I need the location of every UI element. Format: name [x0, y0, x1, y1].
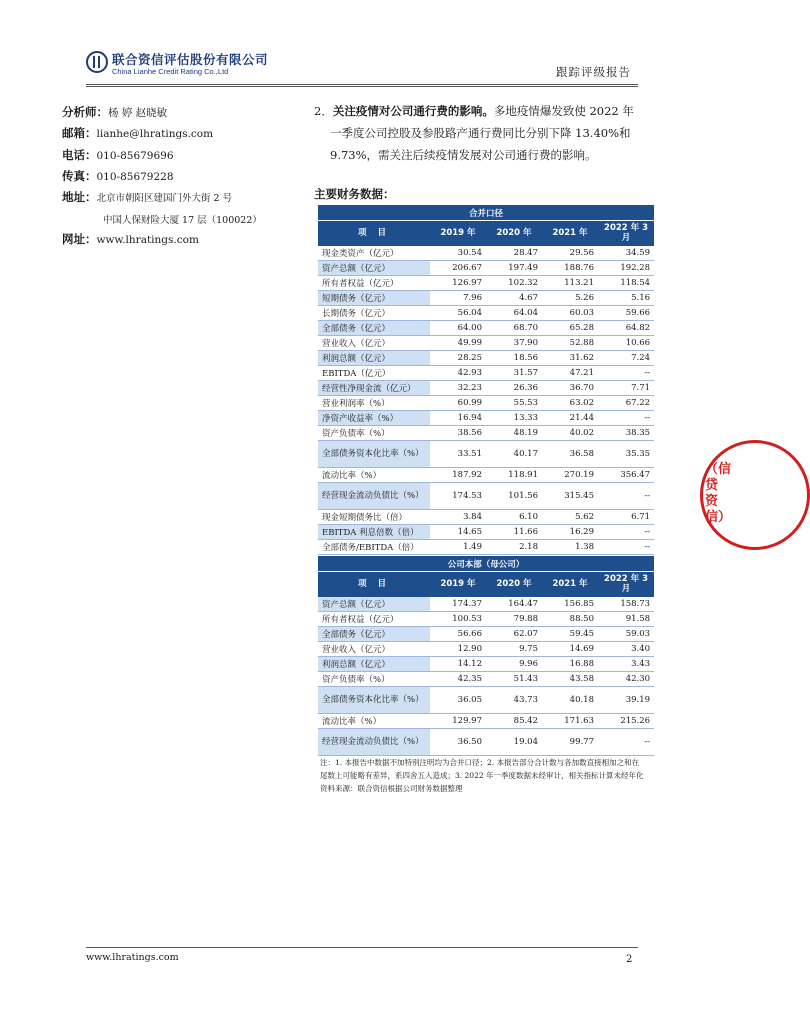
row-label: 资产负债率（%） [318, 672, 430, 687]
row-value: 64.04 [486, 306, 542, 321]
row-value: 14.12 [430, 657, 486, 672]
row-value: 5.62 [542, 510, 598, 525]
row-value: 101.56 [486, 483, 542, 510]
row-value: 192.28 [598, 261, 654, 276]
table-row [318, 597, 654, 612]
row-value: 31.62 [542, 351, 598, 366]
row-label: 长期债务（亿元） [318, 306, 430, 321]
row-value: 126.97 [430, 276, 486, 291]
row-value: 4.67 [486, 291, 542, 306]
row-value: 3.84 [430, 510, 486, 525]
row-value: 14.65 [430, 525, 486, 540]
notes-line1: 注：1. 本报告中数据不加特别注明均为合并口径；2. 本报告部分合计数与各加数直接相加之和在 [320, 758, 640, 767]
row-label: 现金类资产（亿元） [318, 246, 430, 261]
seal-text: （信贷资信） [705, 462, 732, 525]
row-value: 99.77 [542, 729, 598, 756]
row-value: 215.26 [598, 714, 654, 729]
analyst-value: 杨 婷 赵晓敏 [108, 107, 168, 119]
row-label: 营业收入（亿元） [318, 336, 430, 351]
row-label: 经营现金流动负债比（%） [318, 729, 430, 756]
row-value: 156.85 [542, 597, 598, 612]
table-row [318, 366, 654, 381]
row-value: 31.57 [486, 366, 542, 381]
row-value: 62.07 [486, 627, 542, 642]
header-item: 项 目 [318, 572, 430, 597]
table-row [318, 612, 654, 627]
header-period: 2020 年 [486, 572, 542, 597]
row-label: EBITDA 利息倍数（倍） [318, 525, 430, 540]
row-label: EBITDA（亿元） [318, 366, 430, 381]
row-value: 43.58 [542, 672, 598, 687]
notes-source: 资料来源：联合资信根据公司财务数据整理 [320, 784, 463, 793]
row-value: 40.17 [486, 441, 542, 468]
address-label: 地址： [62, 190, 97, 204]
row-value: -- [598, 483, 654, 510]
row-value: 79.88 [486, 612, 542, 627]
row-value: 5.16 [598, 291, 654, 306]
row-value: 43.73 [486, 687, 542, 714]
row-value: 39.19 [598, 687, 654, 714]
row-value: 12.90 [430, 642, 486, 657]
table-row [318, 426, 654, 441]
row-value: 42.35 [430, 672, 486, 687]
row-label: 全部债务资本化比率（%） [318, 441, 430, 468]
header-period: 2020 年 [486, 221, 542, 246]
analyst-line [62, 106, 167, 120]
row-label: 流动比率（%） [318, 714, 430, 729]
header-period: 2022 年 3 月 [598, 572, 654, 597]
header-period: 2019 年 [430, 572, 486, 597]
footer-url[interactable]: www.lhratings.com [86, 952, 179, 963]
row-value: 197.49 [486, 261, 542, 276]
row-value: 40.02 [542, 426, 598, 441]
row-value: 206.67 [430, 261, 486, 276]
row-value: 26.36 [486, 381, 542, 396]
row-value: 16.29 [542, 525, 598, 540]
table-notes [320, 756, 652, 795]
row-label: 资产总额（亿元） [318, 261, 430, 276]
row-value: 91.58 [598, 612, 654, 627]
email-value[interactable]: lianhe@lhratings.com [96, 128, 214, 140]
row-value: 118.91 [486, 468, 542, 483]
row-value: 6.10 [486, 510, 542, 525]
row-value: 356.47 [598, 468, 654, 483]
row-value: 35.35 [598, 441, 654, 468]
row-value: -- [598, 366, 654, 381]
row-value: 59.45 [542, 627, 598, 642]
row-value: 64.82 [598, 321, 654, 336]
row-value: 113.21 [542, 276, 598, 291]
row-value: 48.19 [486, 426, 542, 441]
table-caption: 合并口径 [318, 205, 654, 221]
row-value: 7.24 [598, 351, 654, 366]
row-value: 60.03 [542, 306, 598, 321]
row-value: 6.71 [598, 510, 654, 525]
row-value: 7.96 [430, 291, 486, 306]
row-label: 营业收入（亿元） [318, 642, 430, 657]
row-value: 56.66 [430, 627, 486, 642]
row-value: 174.53 [430, 483, 486, 510]
table-row [318, 351, 654, 366]
row-value: 100.53 [430, 612, 486, 627]
row-label: 短期债务（亿元） [318, 291, 430, 306]
row-value: 14.69 [542, 642, 598, 657]
table-row [318, 291, 654, 306]
row-value: 118.54 [598, 276, 654, 291]
table-row [318, 246, 654, 261]
point-line3: 9.73%，需关注后续疫情发展对公司通行费的影响。 [330, 148, 597, 162]
table-row [318, 306, 654, 321]
table-row [318, 321, 654, 336]
row-value: 49.99 [430, 336, 486, 351]
row-value: 1.38 [542, 540, 598, 555]
table-row [318, 627, 654, 642]
fax-value: 010-85679228 [96, 171, 174, 183]
row-value: 9.96 [486, 657, 542, 672]
row-label: 所有者权益（亿元） [318, 276, 430, 291]
parent-company-financial-table [318, 556, 654, 756]
row-value: 7.71 [598, 381, 654, 396]
row-value: 1.49 [430, 540, 486, 555]
row-value: 19.04 [486, 729, 542, 756]
row-value: 10.66 [598, 336, 654, 351]
website-label: 网址： [62, 232, 97, 246]
table-row [318, 468, 654, 483]
row-value: 158.73 [598, 597, 654, 612]
email-line [62, 127, 213, 141]
row-value: 85.42 [486, 714, 542, 729]
row-value: 42.93 [430, 366, 486, 381]
row-value: 270.19 [542, 468, 598, 483]
header-period: 2021 年 [542, 572, 598, 597]
point-number: 2． [314, 104, 333, 118]
row-label: 全部债务/EBITDA（倍） [318, 540, 430, 555]
row-value: 36.05 [430, 687, 486, 714]
row-value: 3.40 [598, 642, 654, 657]
table-row [318, 261, 654, 276]
table-row [318, 510, 654, 525]
address-value-line2: 中国人保财险大厦 17 层（100022） [103, 215, 262, 226]
table-row [318, 540, 654, 555]
point-line1 [314, 100, 644, 122]
row-value: -- [598, 411, 654, 426]
row-value: 55.53 [486, 396, 542, 411]
row-value: 40.18 [542, 687, 598, 714]
page-number: 2 [626, 954, 633, 965]
row-value: 88.50 [542, 612, 598, 627]
website-line [62, 233, 199, 247]
row-label: 全部债务（亿元） [318, 627, 430, 642]
fax-label: 传真： [62, 169, 97, 183]
row-value: 30.54 [430, 246, 486, 261]
row-value: 102.32 [486, 276, 542, 291]
row-label: 资产负债率（%） [318, 426, 430, 441]
row-value: 36.70 [542, 381, 598, 396]
row-value: 34.59 [598, 246, 654, 261]
fax-line [62, 170, 174, 184]
row-value: 171.63 [542, 714, 598, 729]
phone-line [62, 149, 174, 163]
row-value: 5.26 [542, 291, 598, 306]
table-row [318, 714, 654, 729]
company-logo-icon [86, 51, 108, 73]
row-value: 37.90 [486, 336, 542, 351]
footer-divider [86, 947, 638, 948]
row-value: 47.21 [542, 366, 598, 381]
phone-label: 电话： [62, 148, 97, 162]
row-label: 利润总额（亿元） [318, 657, 430, 672]
row-label: 现金短期债务比（倍） [318, 510, 430, 525]
row-value: 29.56 [542, 246, 598, 261]
table-header-row [318, 221, 654, 246]
row-label: 所有者权益（亿元） [318, 612, 430, 627]
header-divider-secondary [86, 86, 638, 87]
row-value: -- [598, 525, 654, 540]
point-line1-rest: 多地疫情爆发致使 2022 年 [493, 104, 634, 118]
row-value: 36.50 [430, 729, 486, 756]
row-value: 16.94 [430, 411, 486, 426]
row-label: 净资产收益率（%） [318, 411, 430, 426]
row-value: 174.37 [430, 597, 486, 612]
row-value: 65.28 [542, 321, 598, 336]
row-value: 32.23 [430, 381, 486, 396]
row-value: -- [598, 729, 654, 756]
row-value: 52.88 [542, 336, 598, 351]
table-caption: 公司本部（母公司） [318, 556, 654, 572]
table-row [318, 729, 654, 756]
notes-line2: 尾数上可能略有差异，系四舍五入造成；3. 2022 年一季度数据未经审计，相关指标计算未经年化 [320, 771, 644, 780]
table-row [318, 687, 654, 714]
row-value: 63.02 [542, 396, 598, 411]
table-row [318, 411, 654, 426]
row-value: 60.99 [430, 396, 486, 411]
point-heading: 关注疫情对公司通行费的影响。 [332, 104, 494, 118]
row-value: 129.97 [430, 714, 486, 729]
row-label: 流动比率（%） [318, 468, 430, 483]
row-value: 187.92 [430, 468, 486, 483]
section-title: 主要财务数据： [314, 187, 395, 201]
row-label: 全部债务资本化比率（%） [318, 687, 430, 714]
table-row [318, 396, 654, 411]
row-value: 59.03 [598, 627, 654, 642]
row-value: 38.35 [598, 426, 654, 441]
row-value: 164.47 [486, 597, 542, 612]
row-value: 33.51 [430, 441, 486, 468]
row-value: 315.45 [542, 483, 598, 510]
header-period: 2021 年 [542, 221, 598, 246]
row-label: 资产总额（亿元） [318, 597, 430, 612]
website-value[interactable]: www.lhratings.com [96, 234, 199, 246]
row-value: 38.56 [430, 426, 486, 441]
table-row [318, 336, 654, 351]
row-value: 21.44 [542, 411, 598, 426]
header-period: 2022 年 3 月 [598, 221, 654, 246]
row-value: 3.43 [598, 657, 654, 672]
row-value: 59.66 [598, 306, 654, 321]
table-row [318, 642, 654, 657]
row-value: 13.33 [486, 411, 542, 426]
row-value: 188.76 [542, 261, 598, 276]
company-name-cn: 联合资信评估股份有限公司 [112, 52, 269, 67]
row-label: 利润总额（亿元） [318, 351, 430, 366]
table-header-row [318, 572, 654, 597]
row-value: 18.56 [486, 351, 542, 366]
row-value: 51.43 [486, 672, 542, 687]
row-value: 28.25 [430, 351, 486, 366]
table-row [318, 483, 654, 510]
row-value: 2.18 [486, 540, 542, 555]
row-value: 67.22 [598, 396, 654, 411]
row-value: 36.58 [542, 441, 598, 468]
email-label: 邮箱： [62, 126, 97, 140]
address-value-line1: 北京市朝阳区建国门外大街 2 号 [96, 193, 233, 204]
row-value: 64.00 [430, 321, 486, 336]
row-label: 营业利润率（%） [318, 396, 430, 411]
company-name-en: China Lianhe Credit Rating Co.,Ltd [112, 67, 229, 76]
table-row [318, 657, 654, 672]
header-item: 项 目 [318, 221, 430, 246]
analyst-label: 分析师： [62, 105, 108, 119]
row-value: 11.66 [486, 525, 542, 540]
row-label: 经营性净现金流（亿元） [318, 381, 430, 396]
table-row [318, 672, 654, 687]
phone-value: 010-85679696 [96, 150, 174, 162]
row-label: 全部债务（亿元） [318, 321, 430, 336]
row-value: -- [598, 540, 654, 555]
address-line [62, 191, 232, 205]
point-line2: 一季度公司控股及参股路产通行费同比分别下降 13.40%和 [330, 126, 631, 140]
row-value: 68.70 [486, 321, 542, 336]
row-value: 9.75 [486, 642, 542, 657]
row-value: 42.30 [598, 672, 654, 687]
consolidated-financial-table [318, 205, 654, 555]
header-divider [86, 84, 638, 85]
table-row [318, 525, 654, 540]
row-label: 经营现金流动负债比（%） [318, 483, 430, 510]
table-row [318, 276, 654, 291]
table-row [318, 381, 654, 396]
header-period: 2019 年 [430, 221, 486, 246]
report-type: 跟踪评级报告 [556, 65, 631, 79]
table-row [318, 441, 654, 468]
row-value: 16.88 [542, 657, 598, 672]
row-value: 56.04 [430, 306, 486, 321]
row-value: 28.47 [486, 246, 542, 261]
